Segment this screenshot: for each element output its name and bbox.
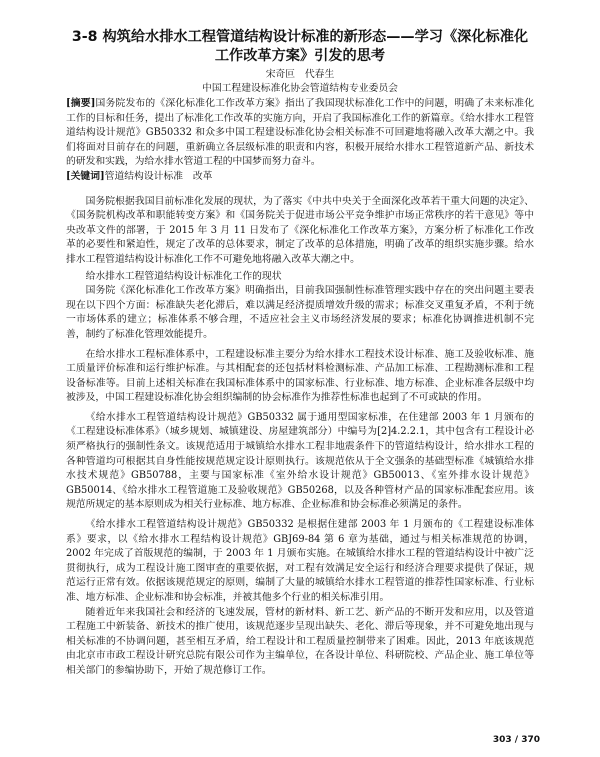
- abstract-text: 国务院发布的《深化标准化工作改革方案》指出了我国现状标准化工作中的问题，明确了未来标准化工作的目标和任务，提出了标准化工作改革的实施方向，开启了我国标准化工作的新篇章。《给水排水工程管道结构设计规范》GB50332 和众多中国工程建设标准化协会相关标准不可回避地将融入改革大潮之中。我们将面对目前存在的问题，重新确立各层级标准的职责和内容，积极开展给水排水工程管道新产品、新技术的研发和实践，为给水排水管道工程的中国梦而努力奋斗。: [66, 98, 535, 168]
- keywords-text: 管道结构设计标准 改革: [104, 170, 213, 182]
- keywords-label: [关键词]: [66, 170, 105, 182]
- paragraph-gb50332-history: 《给水排水工程管道结构设计规范》GB50332 是根据住建部 2003 年 1 月颁布的《工程建设标准体系》要求，以《给水排水工程结构设计规范》GBJ69-84 第 6 章为基础，通过与相关标准规范的协调，2002 年完成了首版规范的编制，于 2003 年 1 月颁布实施。在城镇给水排水工程的管道结构设计中被广泛贯彻执行，成为工程设计施工图审查的重要依据，对工程有效满足安全运行和经济合理要求提供了保证，规范运行正常有效。依据该规范规定的原则，编制了大量的城镇给水排水工程管道的推荐性国家标准、行业标准、地方标准、企业标准和协会标准，并被其他多个行业的相关标准引用。: [66, 519, 534, 603]
- paper-title: 3-8 构筑给水排水工程管道结构设计标准的新形态——学习《深化标准化工作改革方案》引发的思考: [71, 29, 529, 64]
- abstract-label: [摘要]: [66, 98, 96, 109]
- page-number: 303 / 370: [492, 735, 540, 745]
- paragraph-gb50332-scope: 《给水排水工程管道结构设计规范》GB50332 属于通用型国家标准，在住建部 2003 年 1 月颁布的《工程建设标准体系》（城乡规划、城镇建设、房屋建筑部分）中编号为[2]4.2.2.1，其中包含有工程设计必须严格执行的强制性条文。该规范适用于城镇给水排水工程非地震条件下的管道结构设计，给水排水工程的各种管道均可根据其自身性能按规范规定设计原则执行。该规范依从于全文强条的基础型标准《城镇给水排水技术规范》GB50788，主要与国家标准《室外给水设计规范》GB50013、《室外排水设计规范》GB50014、《给水排水工程管道施工及验收规范》GB50268，以及各种管材产品的国家标准配套应用。该规范所规定的基本原则成为相关行业标准、地方标准、企业标准和协会标准必须满足的条件。: [66, 411, 534, 511]
- section-heading-status: 给水排水工程管道结构设计标准化工作的现状: [85, 270, 282, 282]
- paragraph-revision: 随着近年来我国社会和经济的飞速发展，管材的新材料、新工艺、新产品的不断开发和应用，以及管道工程施工中新装备、新技术的推广使用，该规范逐步呈现出缺失、老化、滞后等现象，并不可避免地出现与相关标准的不协调问题，甚至相互矛盾，给工程设计和工程质量控制带来了困难。因此，2013 年底该规范由北京市市政工程设计研究总院有限公司作为主编单位，在各设计单位、科研院校、产品企业、施工单位等相关部门的参编协助下，开始了规范修订工作。: [66, 606, 534, 676]
- paper-organization: 中国工程建设标准化协会管道结构专业委员会: [202, 83, 398, 94]
- paper-authors: 宋奇叵 代春生: [265, 69, 335, 80]
- keywords-block: [66, 170, 534, 185]
- body-text: [66, 195, 534, 679]
- paragraph-standards-system: 在给水排水工程标准体系中，工程建设标准主要分为给水排水工程技术设计标准、施工及验收标准、施工质量评价标准和运行维护标准。与其相配套的还包括材料检测标准、产品加工标准、工程勘测标准和工程设备标准等。目前上述相关标准在我国标准体系中的国家标准、行业标准、地方标准、企业标准各层级中均被涉及，中国工程建设标准化协会组织编制的协会标准作为推荐性标准也起到了不可或缺的作用。: [66, 348, 534, 404]
- paragraph-intro: 国务院根据我国目前标准化发展的现状，为了落实《中共中央关于全面深化改革若干重大问题的决定》、《国务院机构改革和职能转变方案》和《国务院关于促进市场公平竞争维护市场正常秩序的若干意见》等中央改革文件的部署，于 2015 年 3 月 11 日发布了《深化标准化工作改革方案》，方案分析了标准化工作改革的必要性和紧迫性，规定了改革的总体要求，制定了改革的总体措施，明确了改革的组织实施步骤。给水排水工程管道结构设计标准化工作不可避免地将融入改革大潮之中。: [66, 195, 534, 265]
- paragraph-problems: 国务院《深化标准化工作改革方案》明确指出，目前我国强制性标准管理实践中存在的突出问题主要表现在以下四个方面：标准缺失老化滞后，难以满足经济提质增效升级的需求；标准交叉重复矛盾，不利于统一市场体系的建立；标准体系不够合理，不适应社会主义市场经济发展的要求；标准化协调推进机制不完善，制约了标准化管理效能提升。: [66, 285, 534, 340]
- abstract-block: [66, 97, 534, 170]
